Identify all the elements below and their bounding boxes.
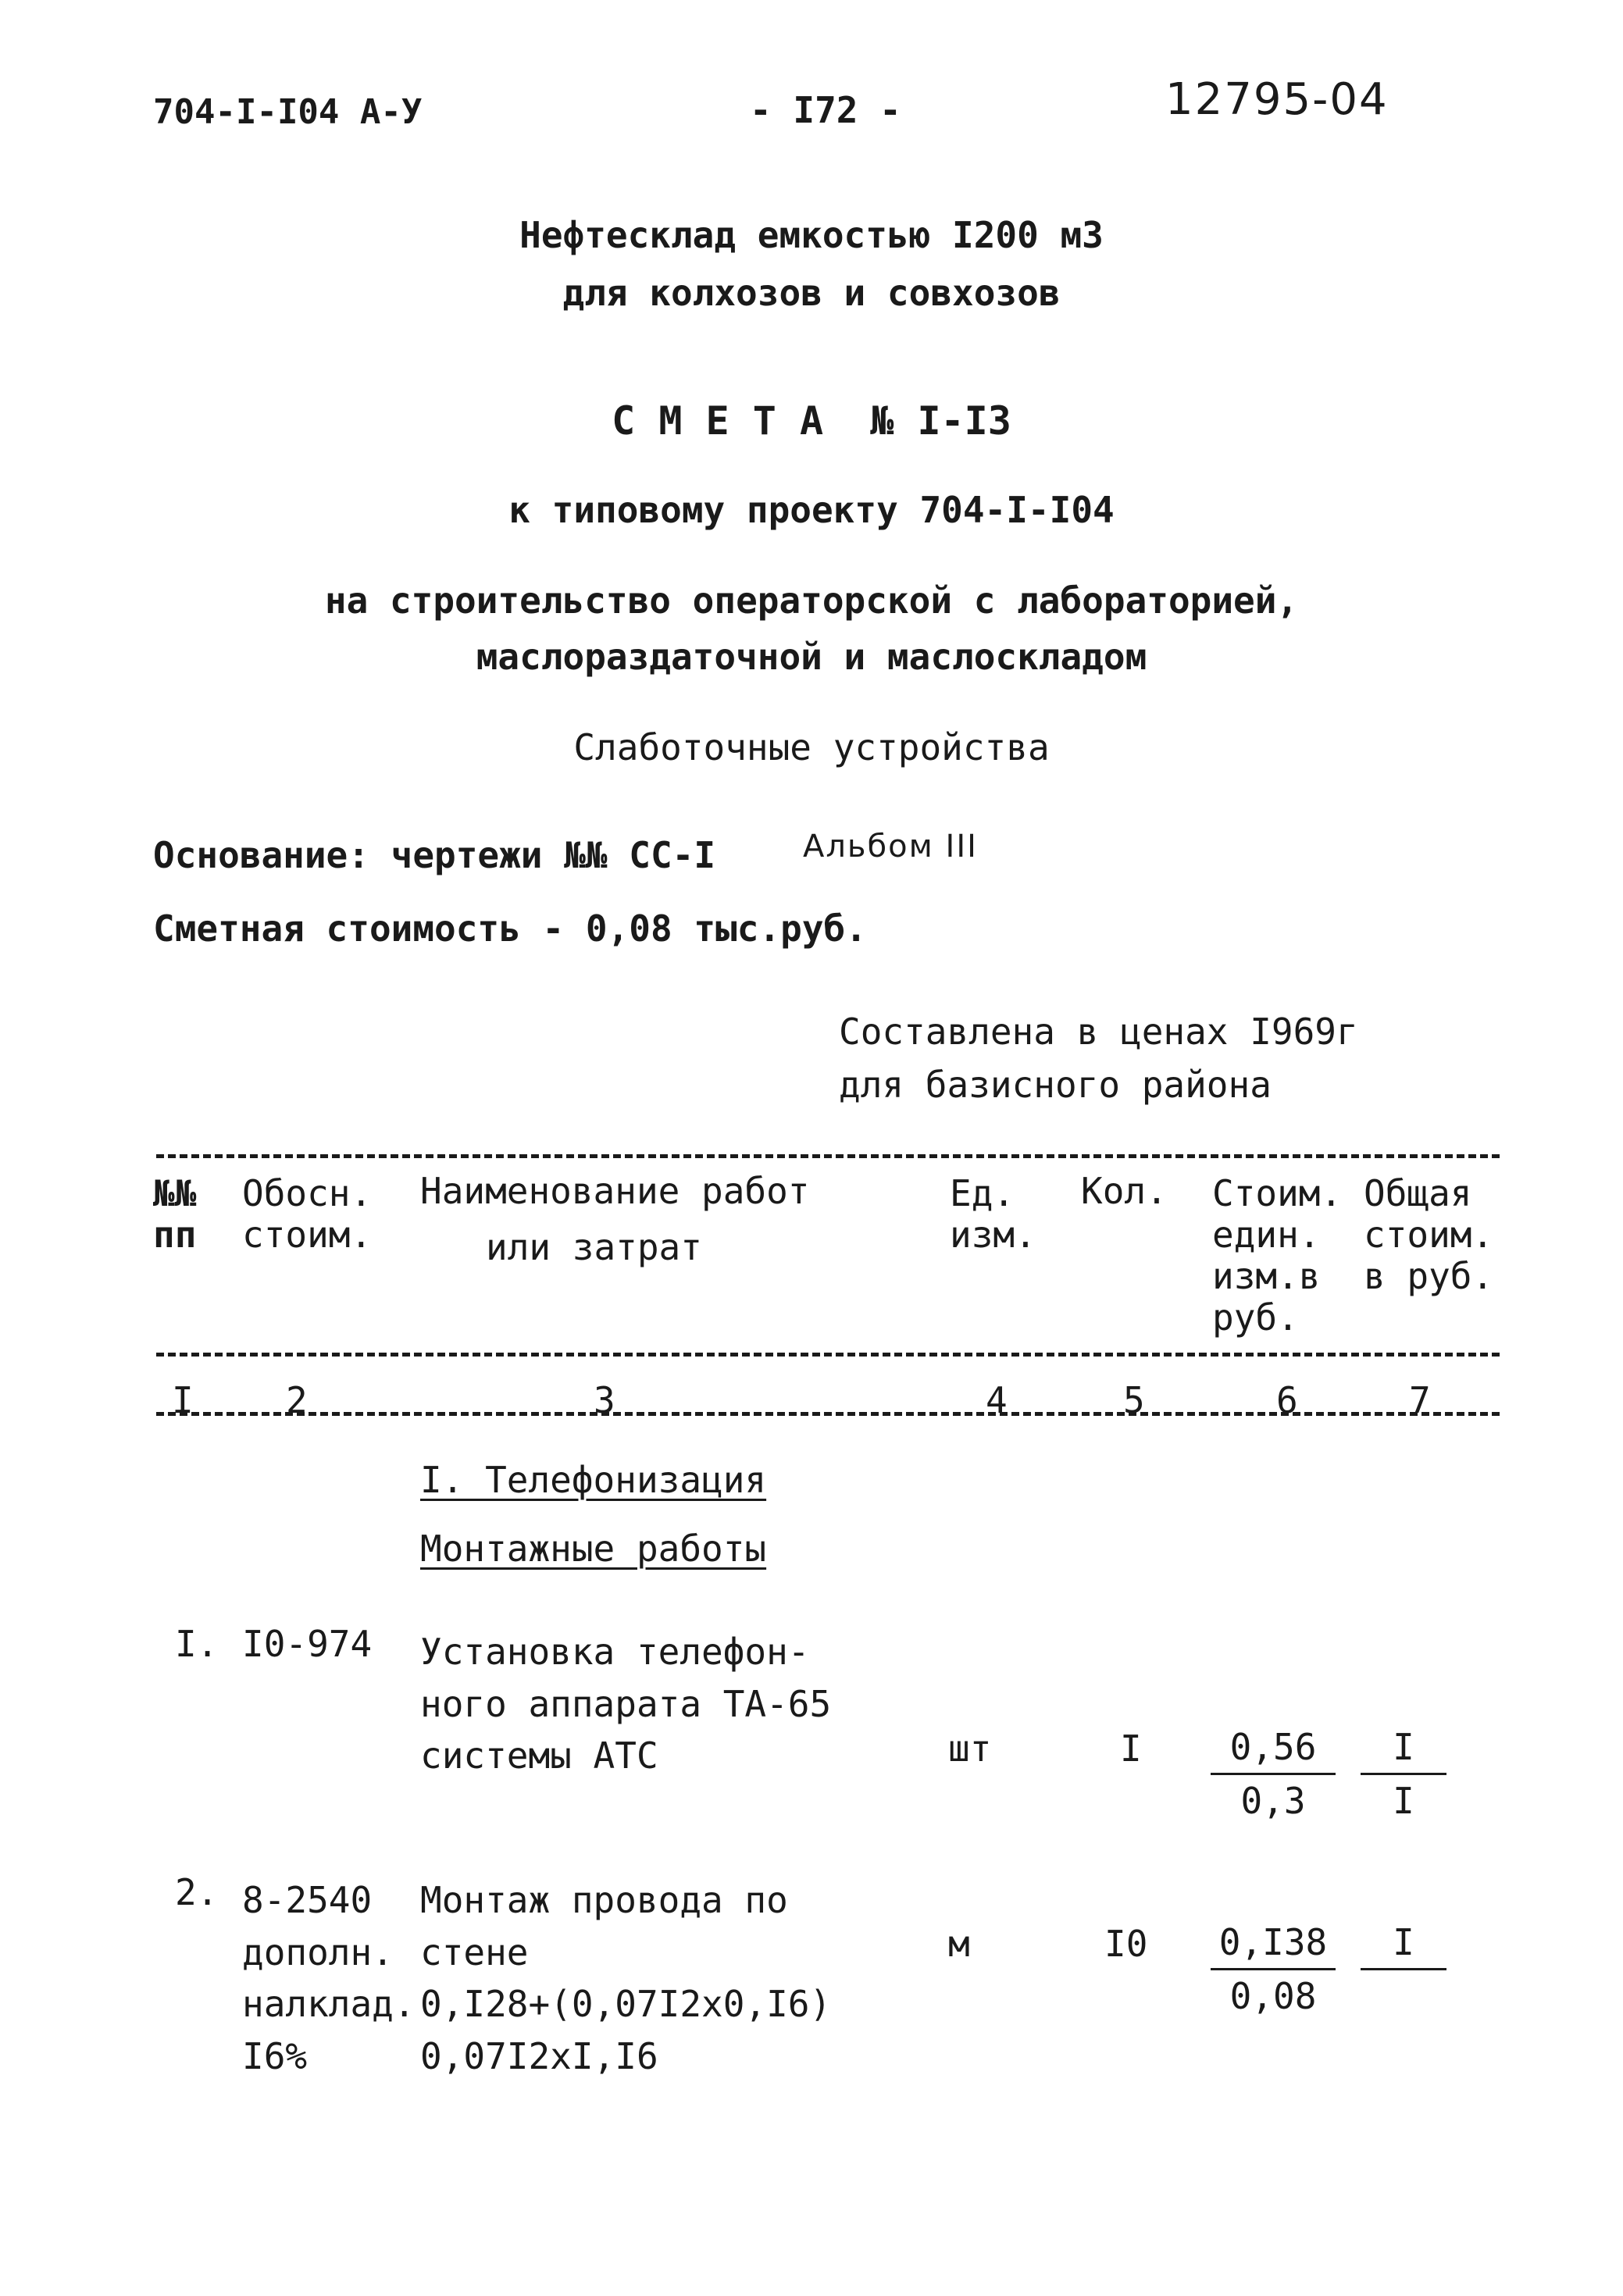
row-2-qty: I0 <box>1104 1923 1148 1965</box>
row-2-total-top: I <box>1361 1924 1446 1970</box>
header-col-unit-cost: Стоим. един. изм.в руб. <box>1212 1172 1343 1339</box>
header-col-name: Наименование работ <box>420 1170 810 1212</box>
row-1-number: I. <box>175 1623 219 1665</box>
title-line-2: для колхозов и совхозов <box>562 272 1061 314</box>
row-2-total <box>1361 1921 1446 1978</box>
row-1-unit-cost-bottom: 0,3 <box>1240 1780 1306 1822</box>
col-number-6: 6 <box>1276 1379 1298 1421</box>
header-col-number: №№ пп <box>153 1172 197 1256</box>
section-title: I. Телефонизация <box>420 1459 767 1501</box>
row-1-unit: шт <box>948 1727 992 1770</box>
col-number-5: 5 <box>1123 1379 1145 1421</box>
row-2-basis: 8-2540 дополн. налклад. I6% <box>242 1879 416 2078</box>
header-col-name-2: или затрат <box>486 1226 702 1268</box>
section-name: Слаботочные устройства <box>573 726 1050 768</box>
table-top-rule <box>156 1154 1500 1158</box>
header-col-basis: Обосн. стоим. <box>242 1172 373 1256</box>
col-number-rule <box>156 1412 1500 1416</box>
basis-line: Основание: чертежи №№ СС-I <box>153 834 716 876</box>
document-code: 704-I-I04 А-У <box>153 92 423 132</box>
prices-line-1: Составлена в ценах I969г <box>839 1011 1358 1053</box>
project-line: к типовому проекту 704-I-I04 <box>508 489 1115 531</box>
row-1-name: Установка телефон- ного аппарата ТА-65 системы АТС <box>420 1631 832 1777</box>
estimated-cost: Сметная стоимость - 0,08 тыс.руб. <box>153 907 867 950</box>
row-1-total <box>1361 1726 1446 1822</box>
row-2-unit-cost <box>1211 1921 1336 2017</box>
purpose-line-2: маслораздаточной и маслоскладом <box>476 636 1147 678</box>
archive-stamp-number: 12795-04 <box>1165 74 1389 125</box>
row-1-unit-cost-top: 0,56 <box>1211 1729 1336 1775</box>
row-2-total-bottom <box>1361 1970 1446 1978</box>
page-number: - I72 - <box>750 89 901 131</box>
row-1-total-bottom: I <box>1393 1780 1414 1822</box>
header-col-unit: Ед. изм. <box>950 1172 1036 1256</box>
row-1-qty: I <box>1120 1727 1142 1770</box>
header-col-total: Общая стоим. в руб. <box>1364 1172 1494 1297</box>
subsection-title: Монтажные работы <box>420 1528 767 1570</box>
row-1-unit-cost <box>1211 1726 1336 1822</box>
header-col-qty: Кол. <box>1081 1170 1168 1212</box>
purpose-line-1: на строительство операторской с лабораторией, <box>324 579 1299 622</box>
col-number-4: 4 <box>986 1379 1008 1421</box>
album-handwritten: Альбом III <box>803 829 978 865</box>
col-number-3: 3 <box>594 1379 615 1421</box>
prices-line-2: для базисного района <box>839 1064 1272 1106</box>
row-2-number: 2. <box>175 1871 219 1913</box>
row-2-unit-cost-top: 0,I38 <box>1211 1924 1336 1970</box>
col-number-2: 2 <box>286 1379 308 1421</box>
row-2-name: Монтаж провода по стене 0,I28+(0,07I2х0,I6) 0,07I2хI,I6 <box>420 1879 832 2078</box>
row-1-basis: I0-974 <box>242 1623 373 1665</box>
row-1-total-top: I <box>1361 1729 1446 1775</box>
smeta-heading: С М Е Т А № I-I3 <box>612 398 1011 444</box>
row-2-unit: м <box>948 1923 970 1965</box>
col-number-1: I <box>172 1379 194 1421</box>
row-2-unit-cost-bottom: 0,08 <box>1229 1975 1317 2017</box>
title-line-1: Нефтесклад емкостью I200 м3 <box>519 214 1104 256</box>
col-number-7: 7 <box>1409 1379 1431 1421</box>
header-bottom-rule <box>156 1353 1500 1357</box>
